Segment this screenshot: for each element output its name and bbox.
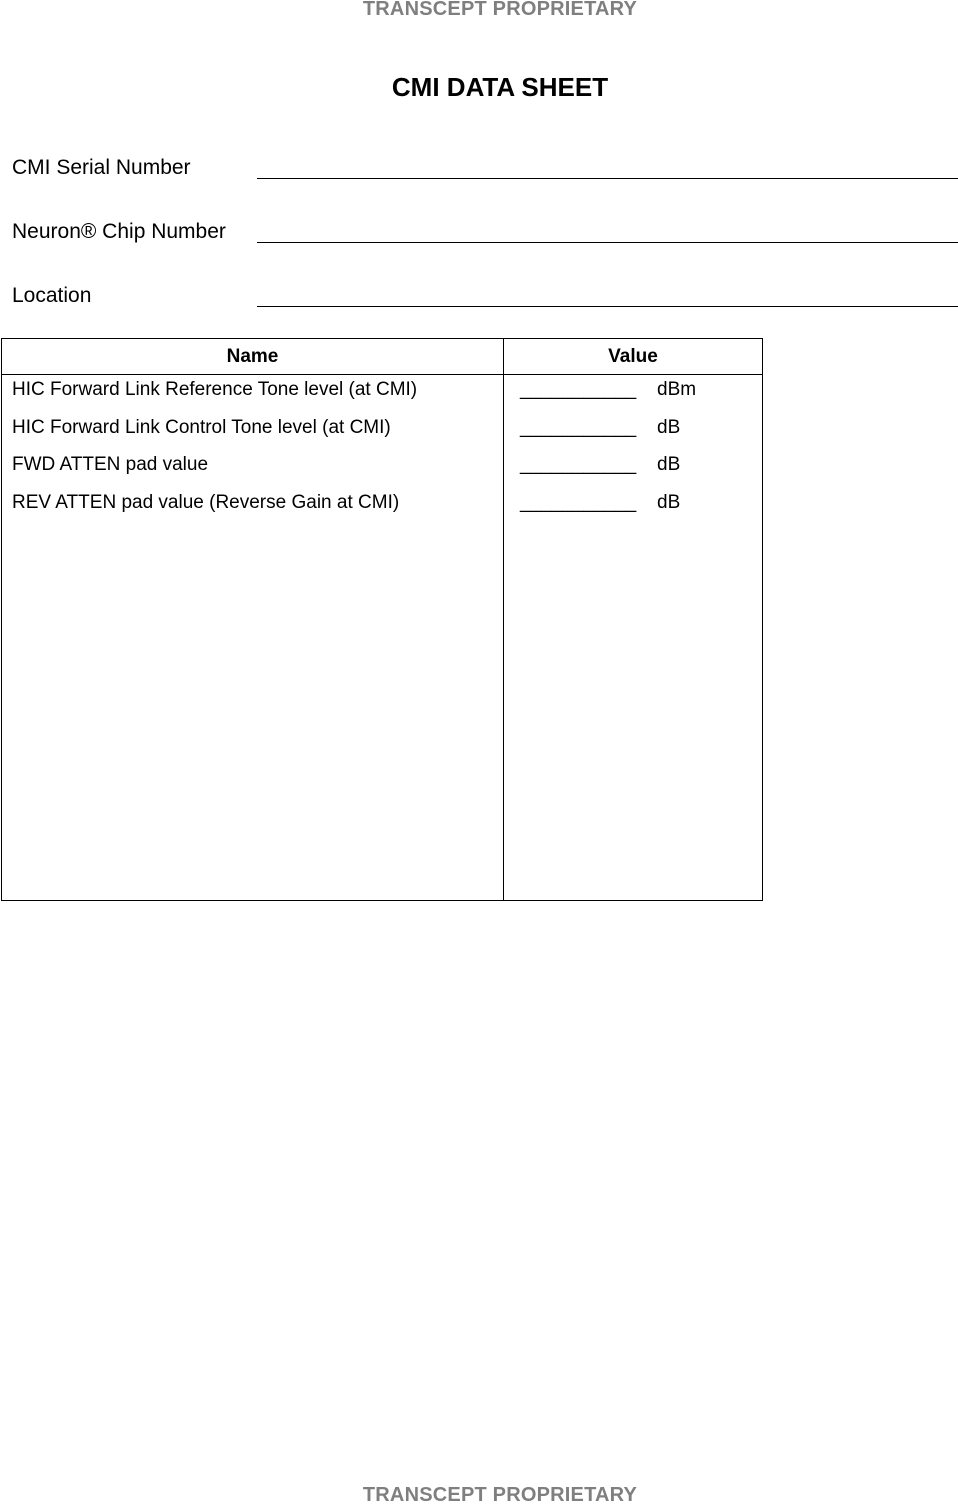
- row-value-blank[interactable]: ___________: [520, 417, 637, 438]
- neuron-chip-number-blank-line[interactable]: [257, 242, 958, 243]
- row-value-blank[interactable]: ___________: [520, 454, 637, 475]
- row-unit: dB: [657, 492, 681, 513]
- row-unit: dB: [657, 454, 681, 475]
- table-row: [2, 379, 762, 417]
- row-name: REV ATTEN pad value (Reverse Gain at CMI): [12, 492, 400, 513]
- data-table: [1, 338, 763, 901]
- row-name: HIC Forward Link Reference Tone level (at CMI): [12, 379, 418, 400]
- serial-number-field: [12, 156, 958, 190]
- table-row: [2, 492, 762, 530]
- column-header-name: Name: [226, 346, 279, 367]
- serial-number-blank-line[interactable]: [257, 178, 958, 179]
- proprietary-footer: TRANSCEPT PROPRIETARY: [362, 1484, 638, 1506]
- table-row: [2, 454, 762, 492]
- page-title: CMI DATA SHEET: [391, 72, 609, 102]
- row-unit: dB: [657, 417, 681, 438]
- header-divider: [2, 374, 762, 375]
- row-name: HIC Forward Link Control Tone level (at CMI): [12, 417, 391, 438]
- location-blank-line[interactable]: [257, 306, 958, 307]
- row-unit: dBm: [657, 379, 697, 400]
- neuron-chip-number-label: Neuron® Chip Number: [12, 220, 226, 243]
- row-name: FWD ATTEN pad value: [12, 454, 209, 475]
- neuron-chip-number-field: [12, 220, 958, 254]
- proprietary-header: TRANSCEPT PROPRIETARY: [362, 0, 638, 20]
- location-field: [12, 284, 958, 318]
- row-value-blank[interactable]: ___________: [520, 379, 637, 400]
- table-row: [2, 417, 762, 455]
- location-label: Location: [12, 284, 92, 307]
- serial-number-label: CMI Serial Number: [12, 156, 191, 179]
- row-value-blank[interactable]: ___________: [520, 492, 637, 513]
- column-header-value: Value: [608, 346, 658, 367]
